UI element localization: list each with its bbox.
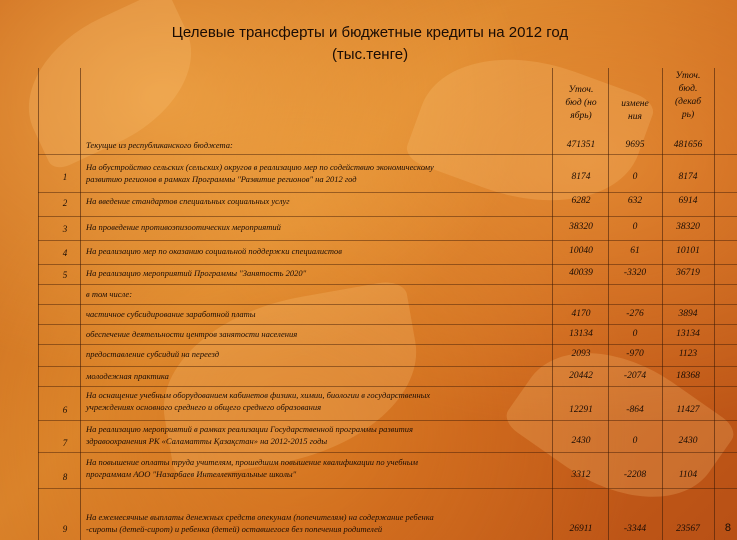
row-value-v2: 61 [630,246,640,256]
row-value-v3: 3894 [678,309,698,319]
header-utoch-nov [554,84,608,123]
row-index: 2 [62,198,68,208]
grid-line [38,264,737,265]
row-index: 3 [62,224,68,234]
row-value-v1: 4170 [571,309,591,319]
row-description: На повышение оплаты труда учителям, прошедшим повышение квалификации по учебным [86,457,418,467]
background-leaf [501,314,737,535]
header-line: ния [628,112,642,122]
row-value-v1: 13134 [569,329,593,339]
row-value-v3: 36719 [676,268,700,278]
row-value-v3: 8174 [678,172,698,182]
row-value-v2: 0 [632,222,638,232]
row-value-v2: 9695 [625,140,645,150]
header-line: ябрь) [570,111,592,121]
row-value-v2: -2074 [623,371,647,381]
grid-line [38,324,737,325]
row-index: 8 [62,472,68,482]
row-value-v3: 18368 [676,371,700,381]
grid-line [38,304,737,305]
row-value-v2: -3320 [623,268,647,278]
grid-line [38,420,737,421]
row-description: молодежная практика [86,371,169,381]
grid-line [38,192,737,193]
row-description: обеспечение деятельности центров занятости населения [86,329,298,339]
row-description: Текущие из республиканского бюджета: [86,140,233,150]
row-description: программам АОО "Назарбаев Интеллектуальные школы" [86,469,297,479]
row-value-v3: 23567 [676,524,700,534]
grid-line [38,452,737,453]
title-line-2: (тыс.тенге) [331,46,409,63]
row-value-v2: 0 [632,329,638,339]
row-description: На проведение противоэпизоотических мероприятий [86,222,281,232]
row-description: в том числе: [86,289,133,299]
row-value-v1: 38320 [569,222,593,232]
row-index: 6 [62,405,68,415]
row-value-v3: 38320 [676,222,700,232]
header-line: (декаб [674,97,702,107]
row-value-v2: 632 [627,196,643,206]
row-index: 5 [62,270,68,280]
row-description: На реализацию мероприятий Программы "Занятость 2020" [86,268,307,278]
row-value-v2: 0 [632,172,638,182]
header-line: измене [621,99,649,109]
grid-line [38,386,737,387]
row-value-v3: 6914 [678,196,698,206]
row-value-v3: 10101 [676,246,700,256]
grid-line [38,366,737,367]
header-line: Уточ. [675,71,701,81]
grid-line [38,344,737,345]
row-value-v2: -864 [626,405,644,415]
row-value-v3: 13134 [676,329,700,339]
row-value-v3: 2430 [678,436,698,446]
row-description: здравоохранения РК «Саламатты Қазақстан» на 2012-2015 годы [86,436,328,446]
grid-line [38,284,737,285]
row-value-v1: 2093 [571,349,591,359]
row-description: На реализацию мер по оказанию социальной поддержки специалистов [86,246,342,256]
row-description: На обустройство сельских (сельских) округов в реализацию мер по содействию экономическому [86,162,434,172]
row-value-v1: 10040 [569,246,593,256]
row-description: предоставление субсидий на переезд [86,349,220,359]
row-value-v3: 1123 [678,349,698,359]
row-description: На введение стандартов специальных социальных услуг [86,196,290,206]
row-description: -сироты (детей-сирот) и ребенка (детей) оставшегося без попечения родителей [86,524,383,534]
row-value-v3: 481656 [673,140,703,150]
grid-line [38,488,737,489]
row-value-v1: 26911 [569,524,593,534]
row-index: 4 [62,248,68,258]
slide-title [60,22,680,66]
header-utoch-dec [662,70,714,122]
row-description: На реализацию мероприятий в рамках реализации Государственной программы развития [86,424,413,434]
row-value-v1: 6282 [571,196,591,206]
header-line: бюд. [678,84,698,94]
row-value-v1: 8174 [571,172,591,182]
row-index: 7 [62,438,68,448]
grid-line [38,216,737,217]
row-value-v2: -970 [626,349,644,359]
row-description: развитию регионов в рамках Программы "Развитие регионов" на 2012 год [86,174,357,184]
row-value-v2: -2208 [623,470,647,480]
grid-line [38,154,737,155]
row-value-v3: 1104 [678,470,698,480]
header-line: бюд (но [565,98,597,108]
header-change [608,98,662,124]
row-index: 1 [62,172,68,182]
page-number: 8 [724,522,731,534]
row-description: частичное субсидирование заработной платы [86,309,256,319]
row-index: 9 [62,524,68,534]
row-value-v1: 2430 [571,436,591,446]
grid-line [38,240,737,241]
row-value-v1: 40039 [569,268,593,278]
row-value-v1: 471351 [566,140,596,150]
header-line: Уточ. [568,85,594,95]
row-description: На ежемесячные выплаты денежных средств опекунам (попечителям) на содержание ребенка [86,512,434,522]
title-line-1: Целевые трансферты и бюджетные кредиты на 2012 год [171,24,569,41]
row-value-v3: 11427 [676,405,700,415]
row-value-v2: -3344 [623,524,647,534]
row-value-v1: 12291 [569,405,593,415]
header-line: рь) [681,110,695,120]
row-value-v1: 20442 [569,371,593,381]
row-value-v2: 0 [632,436,638,446]
row-value-v1: 3312 [571,470,591,480]
row-description: На оснащение учебным оборудованием кабинетов физики, химии, биологии в государственных [86,390,431,400]
row-value-v2: -276 [626,309,644,319]
row-description: учреждениях основного среднего и общего среднего образования [86,402,322,412]
